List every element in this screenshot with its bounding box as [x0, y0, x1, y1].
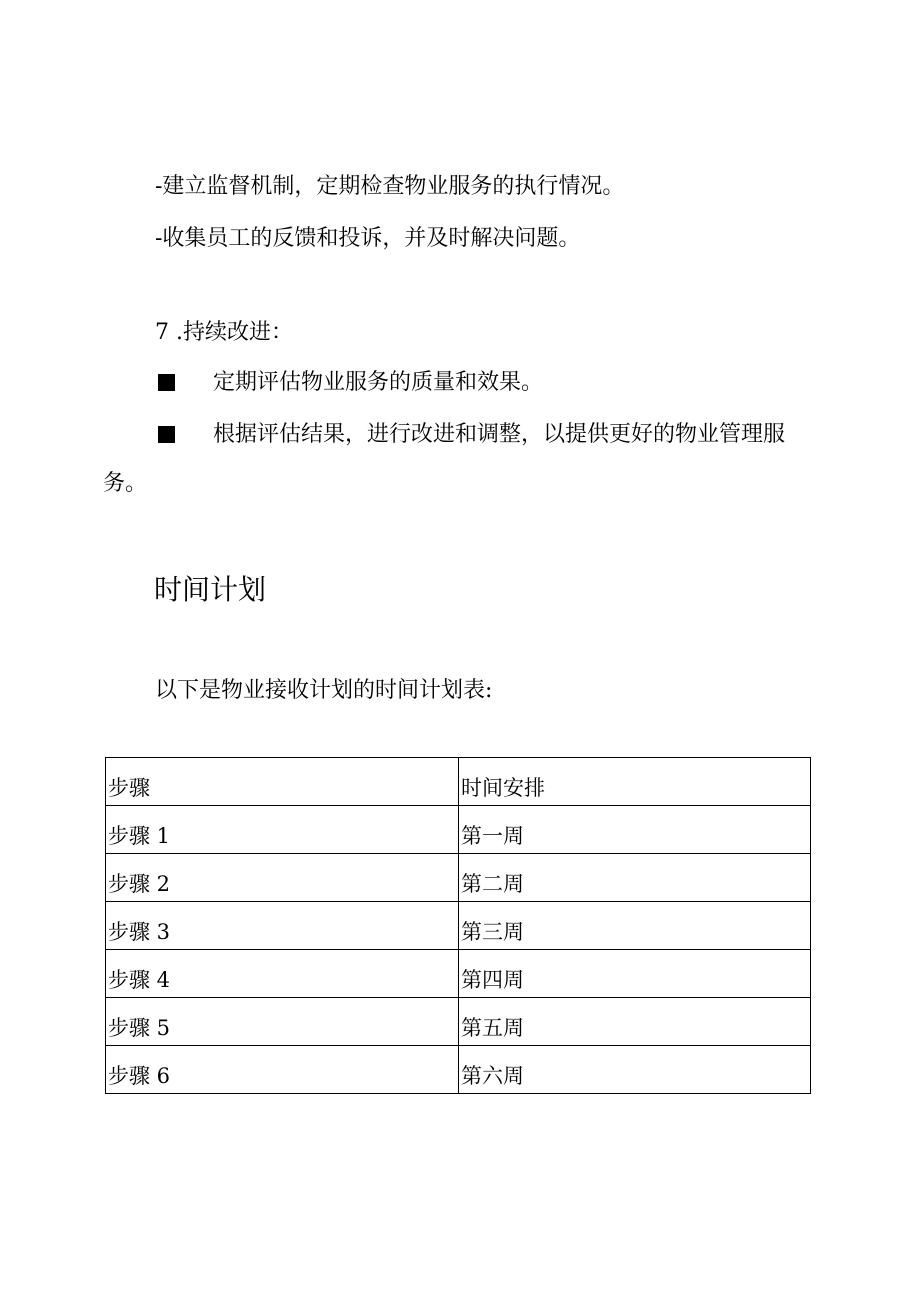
- table-row: [106, 902, 811, 950]
- schedule-table: [105, 757, 811, 1094]
- section-title: 时间计划: [154, 573, 267, 606]
- paragraph-supervise: -建立监督机制，定期检查物业服务的执行情况。: [155, 174, 625, 199]
- time-cell: 第六周: [459, 1046, 811, 1094]
- table-header-row: [106, 758, 811, 806]
- time-cell: 第二周: [459, 854, 811, 902]
- step-cell: 步骤 1: [106, 806, 459, 854]
- step-cell: 步骤 4: [106, 950, 459, 998]
- bullet-text: 根据评估结果，进行改进和调整，以提供更好的物业管理服: [213, 422, 786, 447]
- table-row: [106, 998, 811, 1046]
- time-cell: 第四周: [459, 950, 811, 998]
- bullet-text: 定期评估物业服务的质量和效果。: [213, 370, 544, 395]
- intro-text: 以下是物业接收计划的时间计划表:: [155, 678, 493, 703]
- step-cell: 步骤 6: [106, 1046, 459, 1094]
- section-heading-7: 7 .持续改进：: [155, 320, 293, 345]
- paragraph-feedback: -收集员工的反馈和投诉，并及时解决问题。: [155, 226, 581, 251]
- header-cell-step: 步骤: [106, 758, 459, 806]
- table-row: [106, 806, 811, 854]
- step-cell: 步骤 5: [106, 998, 459, 1046]
- bullet-continuation: 务。: [103, 471, 148, 496]
- step-cell: 步骤 2: [106, 854, 459, 902]
- square-bullet-icon: [158, 426, 175, 443]
- table-row: [106, 950, 811, 998]
- time-cell: 第三周: [459, 902, 811, 950]
- time-cell: 第一周: [459, 806, 811, 854]
- square-bullet-icon: [158, 374, 175, 391]
- time-cell: 第五周: [459, 998, 811, 1046]
- table-row: [106, 1046, 811, 1094]
- step-cell: 步骤 3: [106, 902, 459, 950]
- table-row: [106, 854, 811, 902]
- header-cell-time: 时间安排: [459, 758, 811, 806]
